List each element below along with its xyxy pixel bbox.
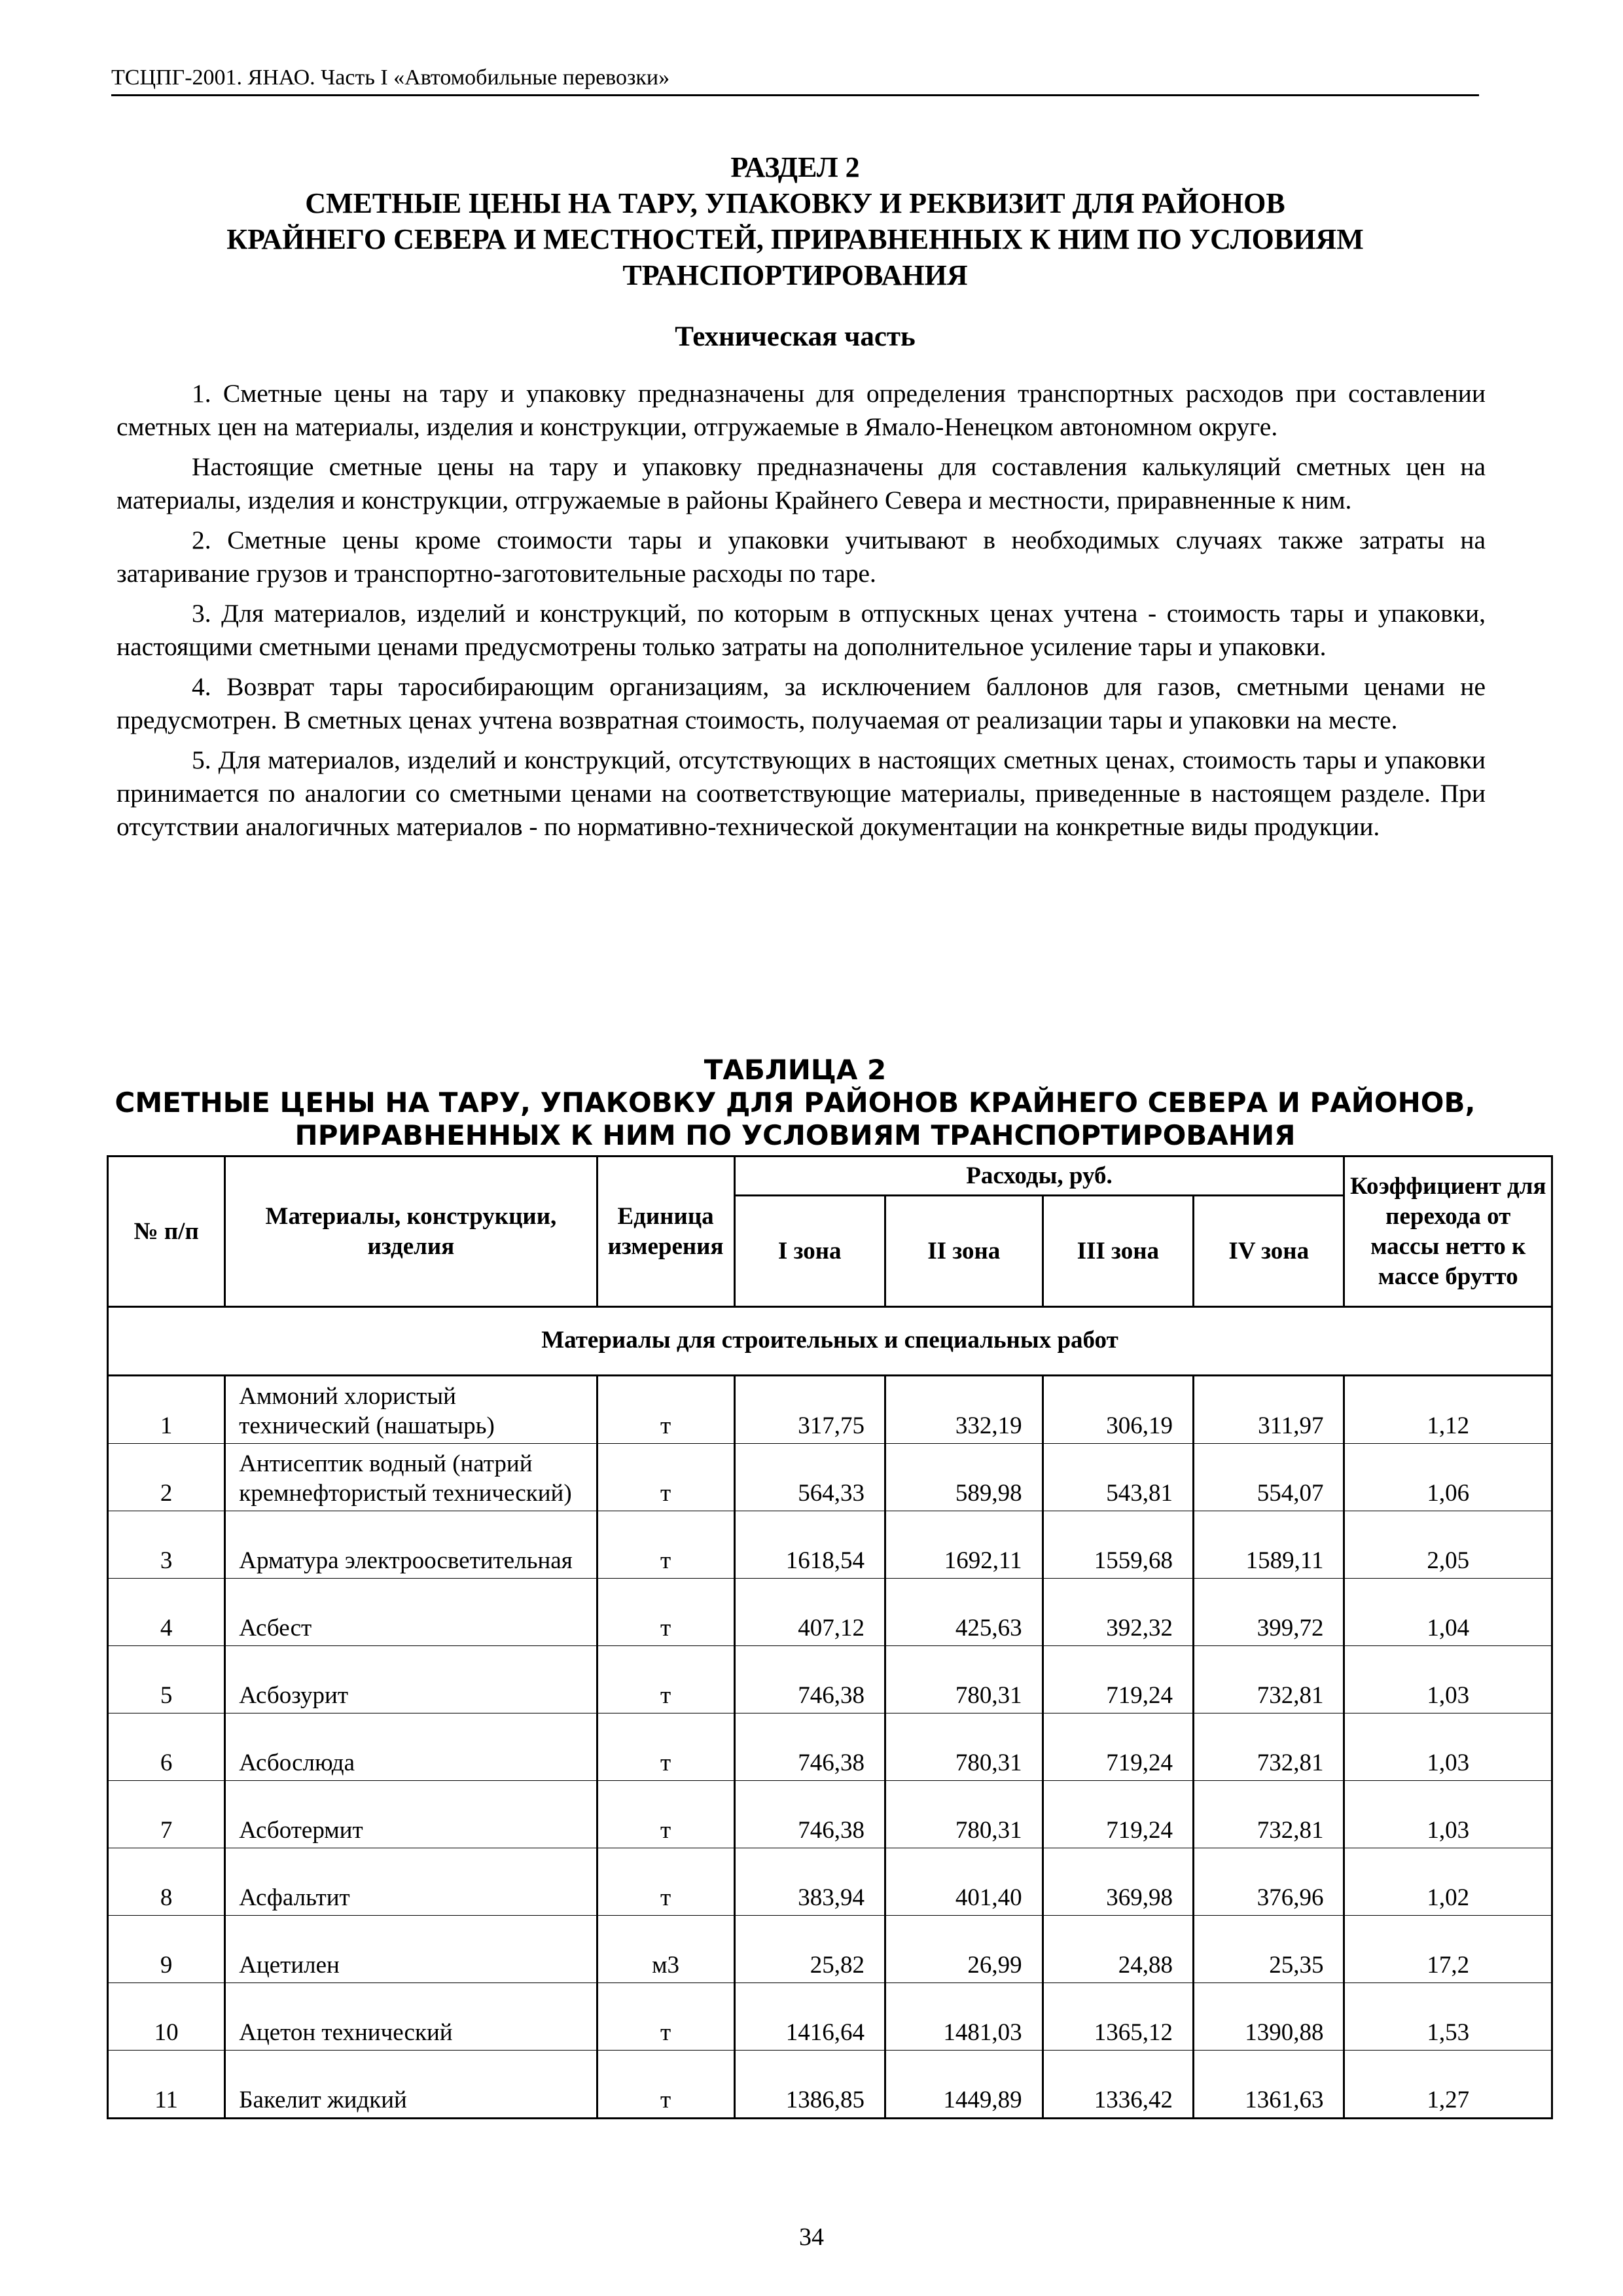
cell-zone-3: 719,24 [1043, 1781, 1193, 1848]
cell-coefficient: 1,12 [1344, 1376, 1552, 1444]
cell-coefficient: 1,27 [1344, 2051, 1552, 2119]
cell-material: Асбозурит [225, 1646, 597, 1713]
cell-unit: т [597, 1713, 734, 1781]
header-costs: Расходы, руб. [734, 1157, 1344, 1196]
section-subtitle: Техническая часть [675, 321, 916, 352]
header-zone: III зона [1043, 1196, 1193, 1307]
cell-zone-2: 332,19 [885, 1376, 1043, 1444]
cell-zone-4: 1390,88 [1194, 1983, 1344, 2051]
cell-num: 1 [108, 1376, 225, 1444]
cell-material: Бакелит жидкий [225, 2051, 597, 2119]
cell-coefficient: 1,06 [1344, 1444, 1552, 1511]
paragraph: Настоящие сметные цены на тару и упаковку предназначены для составления калькуляций сметных цен на материалы, изделия и конструкции, отгружаемые в районы Крайнего Севера и местности, приравненные к ним. [116, 452, 1486, 514]
table-row [108, 1983, 1552, 2051]
table-row [108, 1579, 1552, 1646]
table-caption [108, 1054, 1482, 1152]
cell-num: 3 [108, 1511, 225, 1579]
cell-zone-4: 732,81 [1194, 1646, 1344, 1713]
section-title-line: ТРАНСПОРТИРОВАНИЯ [622, 259, 968, 291]
cell-zone-3: 1365,12 [1043, 1983, 1193, 2051]
running-head: ТСЦПГ-2001. ЯНАО. Часть I «Автомобильные перевозки» [111, 64, 1479, 96]
cell-num: 7 [108, 1781, 225, 1848]
price-table [107, 1155, 1553, 2119]
cell-material: Аммоний хлористый технический (нашатырь) [225, 1376, 597, 1444]
table-caption-line: ПРИРАВНЕННЫХ К НИМ ПО УСЛОВИЯМ ТРАНСПОРТИРОВАНИЯ [294, 1119, 1296, 1151]
cell-zone-2: 780,31 [885, 1646, 1043, 1713]
cell-unit: т [597, 1848, 734, 1916]
cell-num: 8 [108, 1848, 225, 1916]
cell-unit: т [597, 1646, 734, 1713]
cell-num: 2 [108, 1444, 225, 1511]
header-zone: IV зона [1194, 1196, 1344, 1307]
paragraph: 1. Сметные цены на тару и упаковку предназначены для определения транспортных расходов при составлении сметных цен на материалы, изделия и конструкции, отгружаемые в Ямало-Ненецком автономном округе. [116, 379, 1486, 441]
cell-zone-4: 1361,63 [1194, 2051, 1344, 2119]
cell-zone-2: 1449,89 [885, 2051, 1043, 2119]
section-title-line: СМЕТНЫЕ ЦЕНЫ НА ТАРУ, УПАКОВКУ И РЕКВИЗИТ ДЛЯ РАЙОНОВ [305, 187, 1285, 219]
cell-coefficient: 1,03 [1344, 1646, 1552, 1713]
cell-material: Ацетон технический [225, 1983, 597, 2051]
cell-zone-4: 732,81 [1194, 1713, 1344, 1781]
cell-zone-1: 407,12 [734, 1579, 885, 1646]
cell-unit: т [597, 2051, 734, 2119]
table-caption-line: СМЕТНЫЕ ЦЕНЫ НА ТАРУ, УПАКОВКУ ДЛЯ РАЙОНОВ КРАЙНЕГО СЕВЕРА И РАЙОНОВ, [115, 1086, 1476, 1119]
cell-zone-3: 392,32 [1043, 1579, 1193, 1646]
cell-num: 10 [108, 1983, 225, 2051]
cell-zone-2: 780,31 [885, 1713, 1043, 1781]
section-title-line: РАЗДЕЛ 2 [730, 151, 860, 183]
cell-zone-3: 306,19 [1043, 1376, 1193, 1444]
cell-zone-1: 564,33 [734, 1444, 885, 1511]
cell-num: 11 [108, 2051, 225, 2119]
cell-zone-4: 732,81 [1194, 1781, 1344, 1848]
cell-zone-1: 746,38 [734, 1781, 885, 1848]
table-row [108, 1916, 1552, 1983]
cell-zone-3: 1336,42 [1043, 2051, 1193, 2119]
cell-zone-3: 543,81 [1043, 1444, 1193, 1511]
cell-zone-3: 719,24 [1043, 1646, 1193, 1713]
cell-unit: т [597, 1511, 734, 1579]
header-unit: Единица измерения [597, 1157, 734, 1307]
cell-coefficient: 1,53 [1344, 1983, 1552, 2051]
cell-unit: м3 [597, 1916, 734, 1983]
cell-material: Асбест [225, 1579, 597, 1646]
cell-zone-2: 780,31 [885, 1781, 1043, 1848]
cell-coefficient: 1,03 [1344, 1781, 1552, 1848]
cell-material: Арматура электроосветительная [225, 1511, 597, 1579]
header-zone: II зона [885, 1196, 1043, 1307]
cell-material: Антисептик водный (натрий кремнефтористый технический) [225, 1444, 597, 1511]
cell-num: 5 [108, 1646, 225, 1713]
cell-coefficient: 1,04 [1344, 1579, 1552, 1646]
cell-unit: т [597, 1579, 734, 1646]
cell-num: 4 [108, 1579, 225, 1646]
cell-num: 6 [108, 1713, 225, 1781]
cell-zone-1: 1618,54 [734, 1511, 885, 1579]
cell-coefficient: 17,2 [1344, 1916, 1552, 1983]
cell-zone-2: 401,40 [885, 1848, 1043, 1916]
header-num: № п/п [108, 1157, 225, 1307]
cell-unit: т [597, 1444, 734, 1511]
table-row [108, 1511, 1552, 1579]
cell-coefficient: 2,05 [1344, 1511, 1552, 1579]
paragraph: 2. Сметные цены кроме стоимости тары и упаковки учитывают в необходимых случаях также затраты на затаривание грузов и транспортно-заготовительные расходы по таре. [116, 526, 1486, 588]
header-materials: Материалы, конструкции, изделия [225, 1157, 597, 1307]
cell-material: Асботермит [225, 1781, 597, 1848]
cell-unit: т [597, 1376, 734, 1444]
header-zone: I зона [734, 1196, 885, 1307]
header-coefficient: Коэффициент для перехода от массы нетто к массе брутто [1344, 1157, 1552, 1307]
table-row [108, 1646, 1552, 1713]
paragraph: 3. Для материалов, изделий и конструкций, по которым в отпускных ценах учтена - стоимость тары и упаковки, настоящими сметными ценами предусмотрены только затраты на дополнительное усиление тары и упаковки. [116, 599, 1486, 661]
cell-zone-1: 1386,85 [734, 2051, 885, 2119]
cell-zone-3: 719,24 [1043, 1713, 1193, 1781]
table-row [108, 1848, 1552, 1916]
cell-zone-2: 26,99 [885, 1916, 1043, 1983]
cell-num: 9 [108, 1916, 225, 1983]
cell-unit: т [597, 1983, 734, 2051]
section-title [111, 149, 1479, 293]
cell-zone-1: 746,38 [734, 1646, 885, 1713]
cell-zone-4: 399,72 [1194, 1579, 1344, 1646]
table-row [108, 1376, 1552, 1444]
cell-zone-4: 1589,11 [1194, 1511, 1344, 1579]
table-row [108, 1713, 1552, 1781]
cell-zone-2: 1692,11 [885, 1511, 1043, 1579]
cell-unit: т [597, 1781, 734, 1848]
cell-zone-1: 746,38 [734, 1713, 885, 1781]
cell-coefficient: 1,02 [1344, 1848, 1552, 1916]
table-row [108, 2051, 1552, 2119]
cell-zone-4: 25,35 [1194, 1916, 1344, 1983]
paragraph: 5. Для материалов, изделий и конструкций, отсутствующих в настоящих сметных ценах, стоимость тары и упаковки принимается по аналогии со сметными ценами на соответствующие материалы, приведенные в настоящем разделе. При отсутствии аналогичных материалов - по нормативно-технической документации на конкретные виды продукции. [116, 745, 1486, 841]
group-row-title: Материалы для строительных и специальных работ [108, 1307, 1552, 1376]
cell-zone-1: 1416,64 [734, 1983, 885, 2051]
cell-zone-2: 425,63 [885, 1579, 1043, 1646]
paragraph: 4. Возврат тары таросибирающим организациям, за исключением баллонов для газов, сметными ценами не предусмотрен. В сметных ценах учтена возвратная стоимость, получаемая от реализации тары и упаковки на месте. [116, 672, 1486, 734]
cell-zone-4: 311,97 [1194, 1376, 1344, 1444]
cell-material: Ацетилен [225, 1916, 597, 1983]
table-body [108, 1307, 1552, 2119]
cell-coefficient: 1,03 [1344, 1713, 1552, 1781]
cell-zone-3: 369,98 [1043, 1848, 1193, 1916]
cell-material: Асфальтит [225, 1848, 597, 1916]
section-title-line: КРАЙНЕГО СЕВЕРА И МЕСТНОСТЕЙ, ПРИРАВНЕННЫХ К НИМ ПО УСЛОВИЯМ [226, 223, 1364, 255]
cell-zone-2: 1481,03 [885, 1983, 1043, 2051]
cell-zone-3: 1559,68 [1043, 1511, 1193, 1579]
technical-text [116, 377, 1486, 850]
table-row [108, 1444, 1552, 1511]
cell-zone-4: 376,96 [1194, 1848, 1344, 1916]
cell-zone-2: 589,98 [885, 1444, 1043, 1511]
page-number: 34 [799, 2223, 824, 2251]
table-caption-line: ТАБЛИЦА 2 [704, 1054, 887, 1086]
table-row [108, 1781, 1552, 1848]
cell-material: Асбослюда [225, 1713, 597, 1781]
cell-zone-1: 25,82 [734, 1916, 885, 1983]
cell-zone-1: 383,94 [734, 1848, 885, 1916]
cell-zone-3: 24,88 [1043, 1916, 1193, 1983]
cell-zone-1: 317,75 [734, 1376, 885, 1444]
cell-zone-4: 554,07 [1194, 1444, 1344, 1511]
